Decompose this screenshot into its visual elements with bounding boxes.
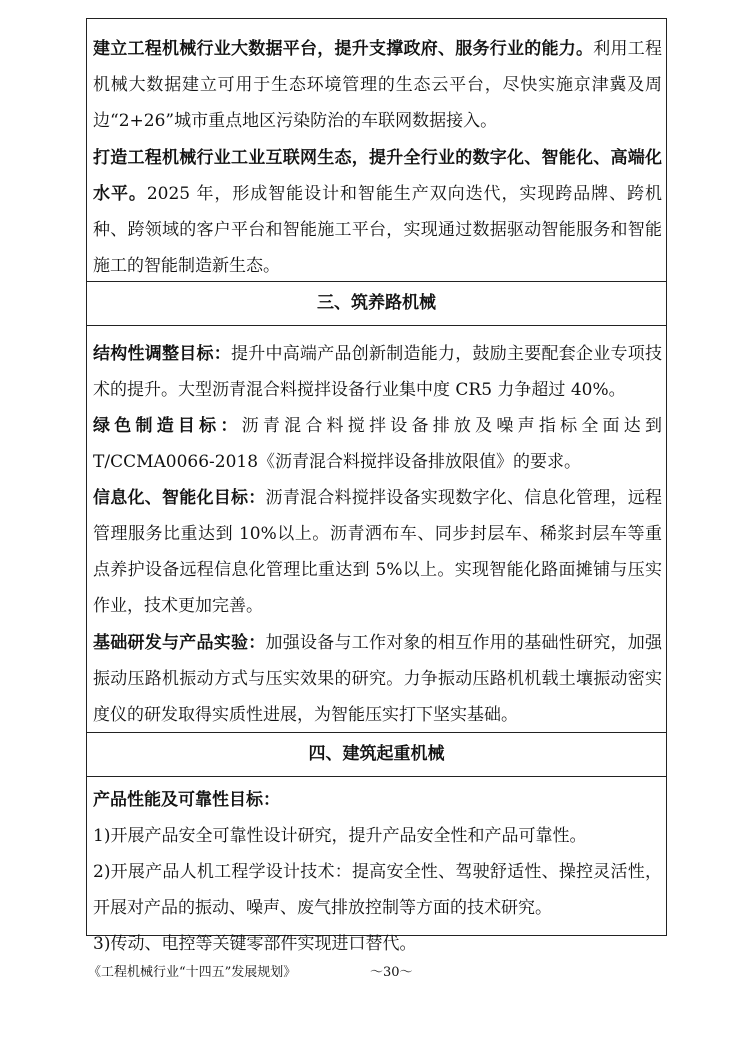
paragraph-body: 提升中高端产品创新制造能力，鼓励主要配套企业专项技术的提升。大型沥青混合料搅拌设备行业集中度 CR5 力争超过 40%。 [93,344,662,400]
paragraph-green-goal [93,408,662,480]
bold-lead: 打造工程机械行业工业互联网生态，提升全行业的数字化、智能化、高端化水平。 [93,148,662,204]
bold-lead: 绿色制造目标： [93,416,242,436]
paragraph-body: 沥青混合料搅拌设备实现数字化、信息化管理，远程管理服务比重达到 10%以上。沥青洒布车、同步封层车、稀浆封层车等重点养护设备远程信息化管理比重达到 5%以上。实现智能化路面摊铺与压实作业，技术更加完善。 [93,488,662,616]
footer-title: 《工程机械行业“十四五”发展规划》 [88,965,297,980]
paragraph-big-data-platform [93,31,662,139]
section-3-body-cell [87,325,666,732]
section-4-heading-cell [87,732,666,776]
section-3-heading: 三、筑养路机械 [317,293,436,313]
list-item-3: 3)传动、电控等关键零部件实现进口替代。 [93,934,417,954]
list-item-2: 2)开展产品人机工程学设计技术：提高安全性、驾驶舒适性、操控灵活性，开展对产品的振动、噪声、废气排放控制等方面的技术研究。 [93,862,662,918]
paragraph-intelligent-goal [93,480,662,624]
list-item-1: 1)开展产品安全可靠性设计研究，提升产品安全性和产品可靠性。 [93,826,587,846]
section-4-heading: 四、建筑起重机械 [308,744,445,764]
bold-lead: 基础研发与产品实验： [93,633,266,653]
paragraph-body: 利用工程机械大数据建立可用于生态环境管理的生态云平台，尽快实施京津冀及周边“2+26”城市重点地区污染防治的车联网数据接入。 [93,39,662,131]
section-digital-cell [87,19,666,281]
paragraph-body: 加强设备与工作对象的相互作用的基础性研究，加强振动压路机振动方式与压实效果的研究。力争振动压路机机载土壤振动密实度仪的研发取得实质性进展，为智能压实打下坚实基础。 [93,633,662,725]
content-table [86,18,667,954]
section-4-subheading: 产品性能及可靠性目标： [93,790,280,810]
paragraph-basic-research [93,625,662,733]
bold-lead: 建立工程机械行业大数据平台，提升支撑政府、服务行业的能力。 [93,39,594,59]
paragraph-industrial-internet [93,140,662,284]
paragraph-body: 沥青混合料搅拌设备排放及噪声指标全面达到 T/CCMA0066-2018《沥青混合料搅拌设备排放限值》的要求。 [93,416,663,472]
section-4-body-cell [87,776,666,954]
paragraph-body: 2025 年，形成智能设计和智能生产双向迭代，实现跨品牌、跨机种、跨领域的客户平台和智能施工平台，实现通过数据驱动智能服务和智能施工的智能制造新生态。 [93,184,662,276]
paragraph-structural-goal [93,336,662,408]
page-number: ～30～ [370,965,413,980]
bold-lead: 结构性调整目标： [93,344,231,364]
bold-lead: 信息化、智能化目标： [93,488,266,508]
section-3-heading-cell [87,281,666,325]
